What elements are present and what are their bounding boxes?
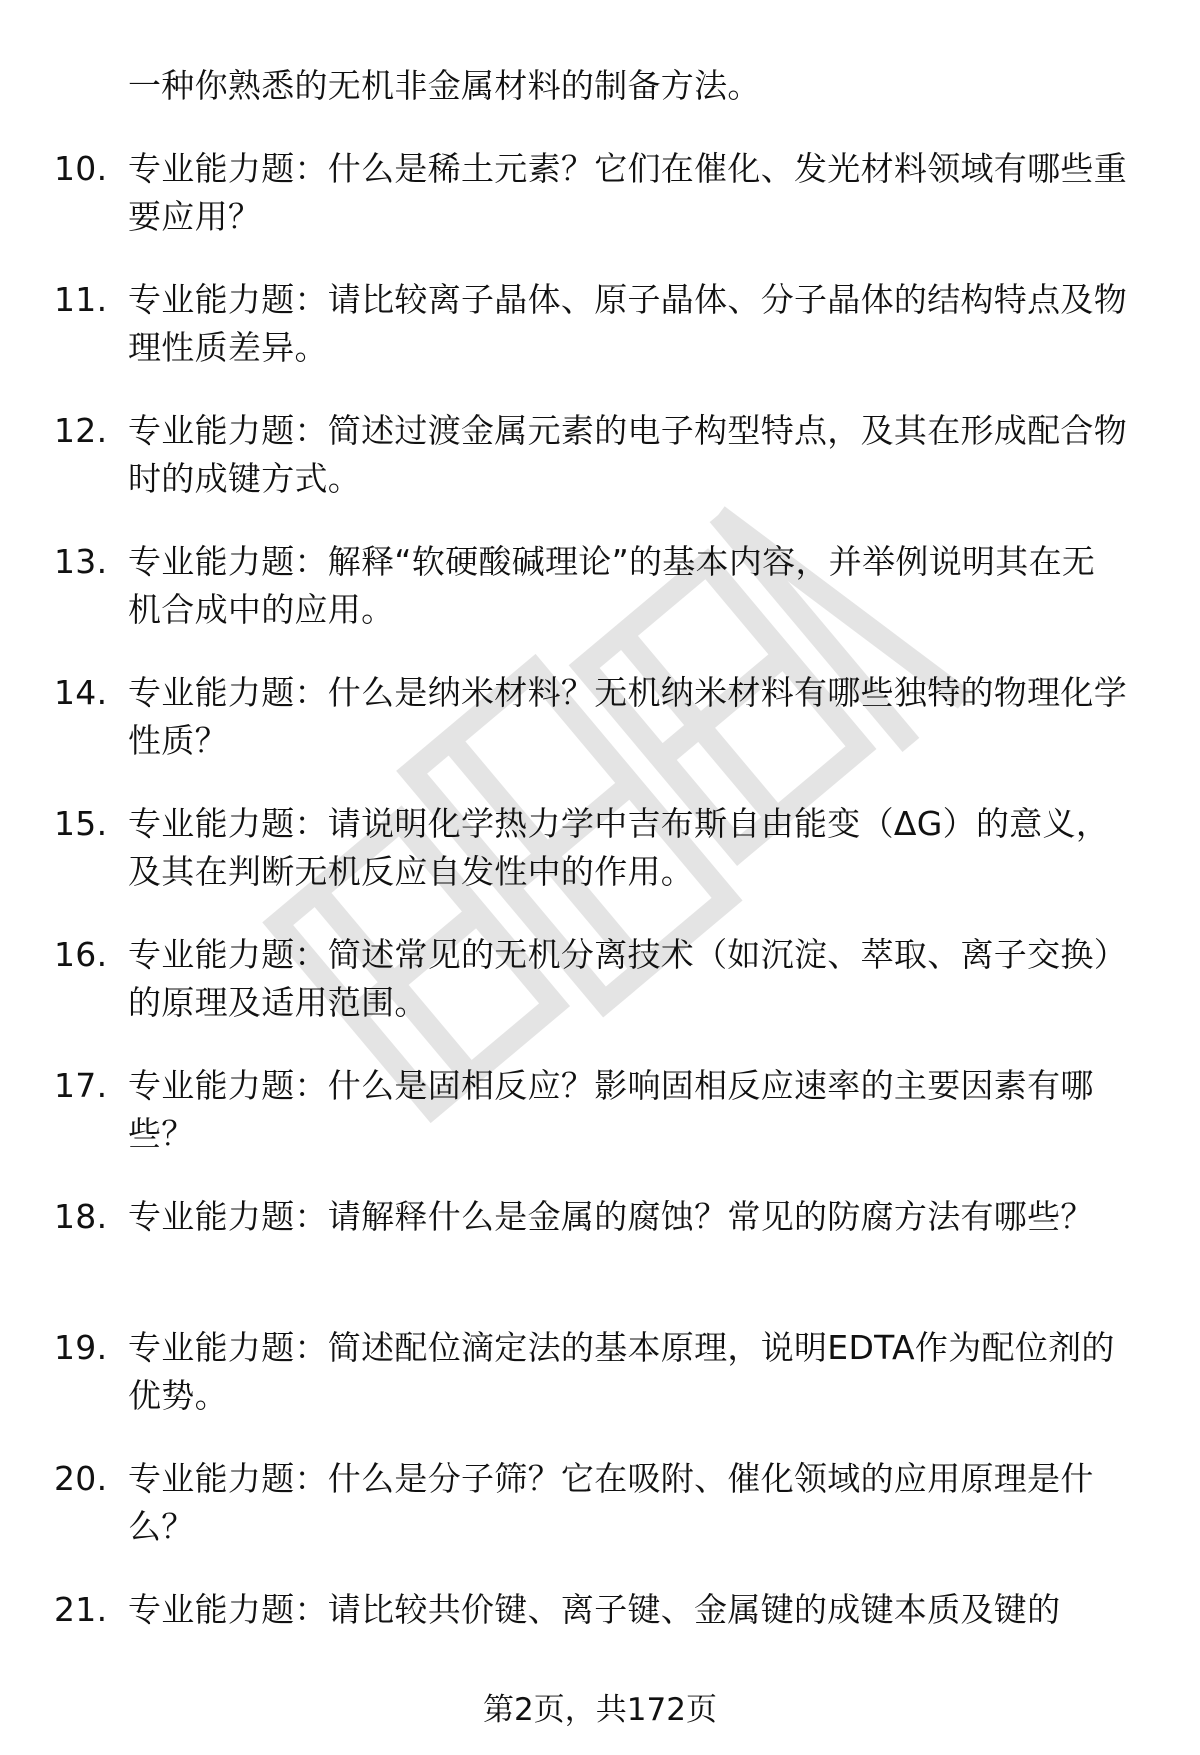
question-number: 15.	[54, 804, 108, 843]
question-text: 专业能力题：什么是纳米材料？无机纳米材料有哪些独特的物理化学性质？	[128, 673, 1127, 760]
question-item	[54, 538, 1154, 634]
question-list	[54, 145, 1154, 1669]
question-number: 13.	[54, 542, 108, 581]
question-text: 专业能力题：简述常见的无机分离技术（如沉淀、萃取、离子交换）的原理及适用范围。	[128, 935, 1127, 1022]
question-item	[54, 1324, 1154, 1420]
page-number-footer: 第2页，共172页	[483, 1692, 717, 1728]
question-item	[54, 931, 1154, 1027]
question-number: 20.	[54, 1459, 108, 1498]
question-number: 14.	[54, 673, 108, 712]
question-item	[54, 669, 1154, 765]
question-number: 17.	[54, 1066, 108, 1105]
question-item	[54, 145, 1154, 241]
question-text: 专业能力题：什么是稀土元素？它们在催化、发光材料领域有哪些重要应用？	[128, 149, 1127, 236]
question-number: 16.	[54, 935, 108, 974]
question-text: 专业能力题：简述过渡金属元素的电子构型特点，及其在形成配合物时的成键方式。	[128, 411, 1127, 498]
question-number: 12.	[54, 411, 108, 450]
question-item	[54, 1062, 1154, 1158]
question-text: 专业能力题：请说明化学热力学中吉布斯自由能变（ΔG）的意义，及其在判断无机反应自发性中的作用。	[128, 804, 1110, 891]
question-item	[54, 407, 1154, 503]
question-item	[54, 800, 1154, 896]
question-item	[54, 1586, 1154, 1634]
question-text: 专业能力题：什么是分子筛？它在吸附、催化领域的应用原理是什么？	[128, 1459, 1094, 1546]
question-item	[54, 276, 1154, 372]
question-text: 专业能力题：解释“软硬酸碱理论”的基本内容，并举例说明其在无机合成中的应用。	[128, 542, 1096, 629]
question-text: 专业能力题：请比较离子晶体、原子晶体、分子晶体的结构特点及物理性质差异。	[128, 280, 1127, 367]
question-number: 19.	[54, 1328, 108, 1367]
question-text: 专业能力题：简述配位滴定法的基本原理，说明EDTA作为配位剂的优势。	[128, 1328, 1115, 1415]
question-item	[54, 1193, 1154, 1289]
question-text: 专业能力题：请比较共价键、离子键、金属键的成键本质及键的	[128, 1590, 1061, 1629]
question-item	[54, 1455, 1154, 1551]
question-number: 18.	[54, 1197, 108, 1236]
continued-question-text: 一种你熟悉的无机非金属材料的制备方法。	[128, 66, 761, 105]
question-number: 21.	[54, 1590, 108, 1629]
question-text: 专业能力题：什么是固相反应？影响固相反应速率的主要因素有哪些？	[128, 1066, 1094, 1153]
question-number: 10.	[54, 149, 108, 188]
question-text: 专业能力题：请解释什么是金属的腐蚀？常见的防腐方法有哪些？	[128, 1197, 1094, 1236]
question-number: 11.	[54, 280, 108, 319]
